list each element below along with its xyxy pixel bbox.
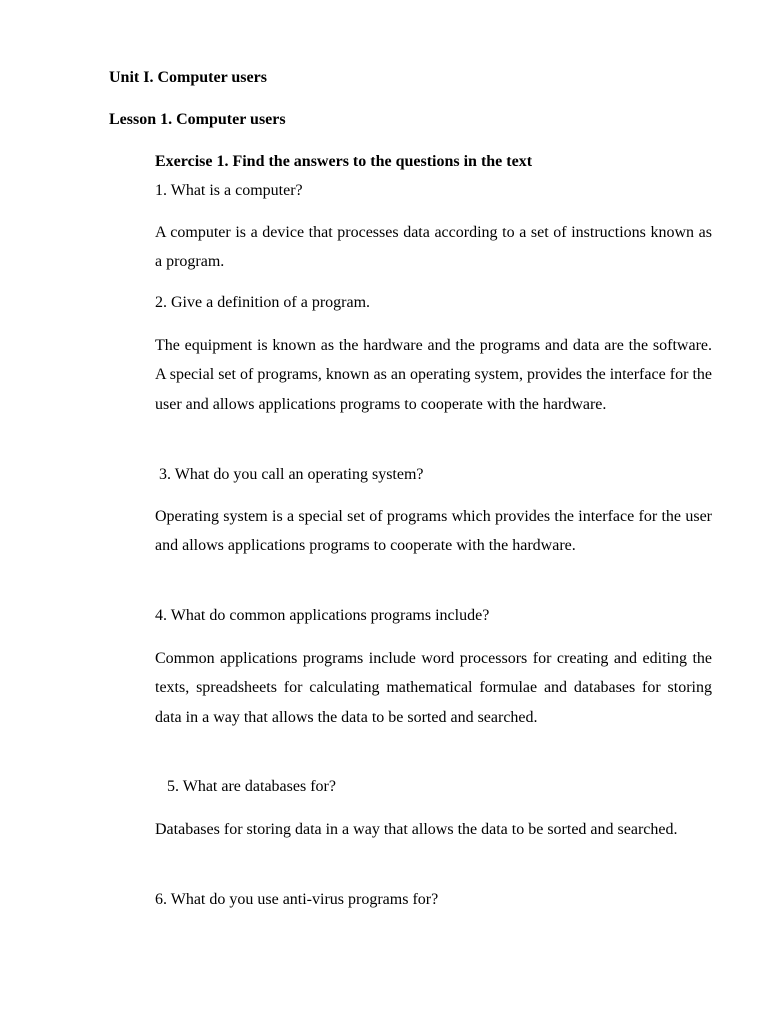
answer-4: Common applications programs include word processors for creating and editing the texts, spreadsheets for calculating mathematical formulae and databases for storing data in a way that allows the data to be sorted and searched. <box>155 650 712 726</box>
question-5: 5. What are databases for? <box>155 778 336 795</box>
question-6: 6. What do you use anti-virus programs for? <box>155 891 439 908</box>
question-2: 2. Give a definition of a program. <box>155 294 371 311</box>
lesson-heading: Lesson 1. Computer users <box>109 111 286 128</box>
question-3: 3. What do you call an operating system? <box>155 466 424 483</box>
answer-1: A computer is a device that processes data according to a set of instructions known as a program. <box>155 224 712 271</box>
exercise-heading: Exercise 1. Find the answers to the questions in the text <box>155 153 533 170</box>
question-1: 1. What is a computer? <box>155 182 303 199</box>
unit-heading: Unit I. Computer users <box>109 69 267 86</box>
answer-5: Databases for storing data in a way that allows the data to be sorted and searched. <box>155 821 678 838</box>
answer-3: Operating system is a special set of programs which provides the interface for the user and allows applications programs to cooperate with the hardware. <box>155 508 712 555</box>
question-4: 4. What do common applications programs include? <box>155 607 490 624</box>
answer-2: The equipment is known as the hardware and the programs and data are the software. A special set of programs, known as an operating system, provides the interface for the user and allows applications programs to cooperate with the hardware. <box>155 337 712 413</box>
